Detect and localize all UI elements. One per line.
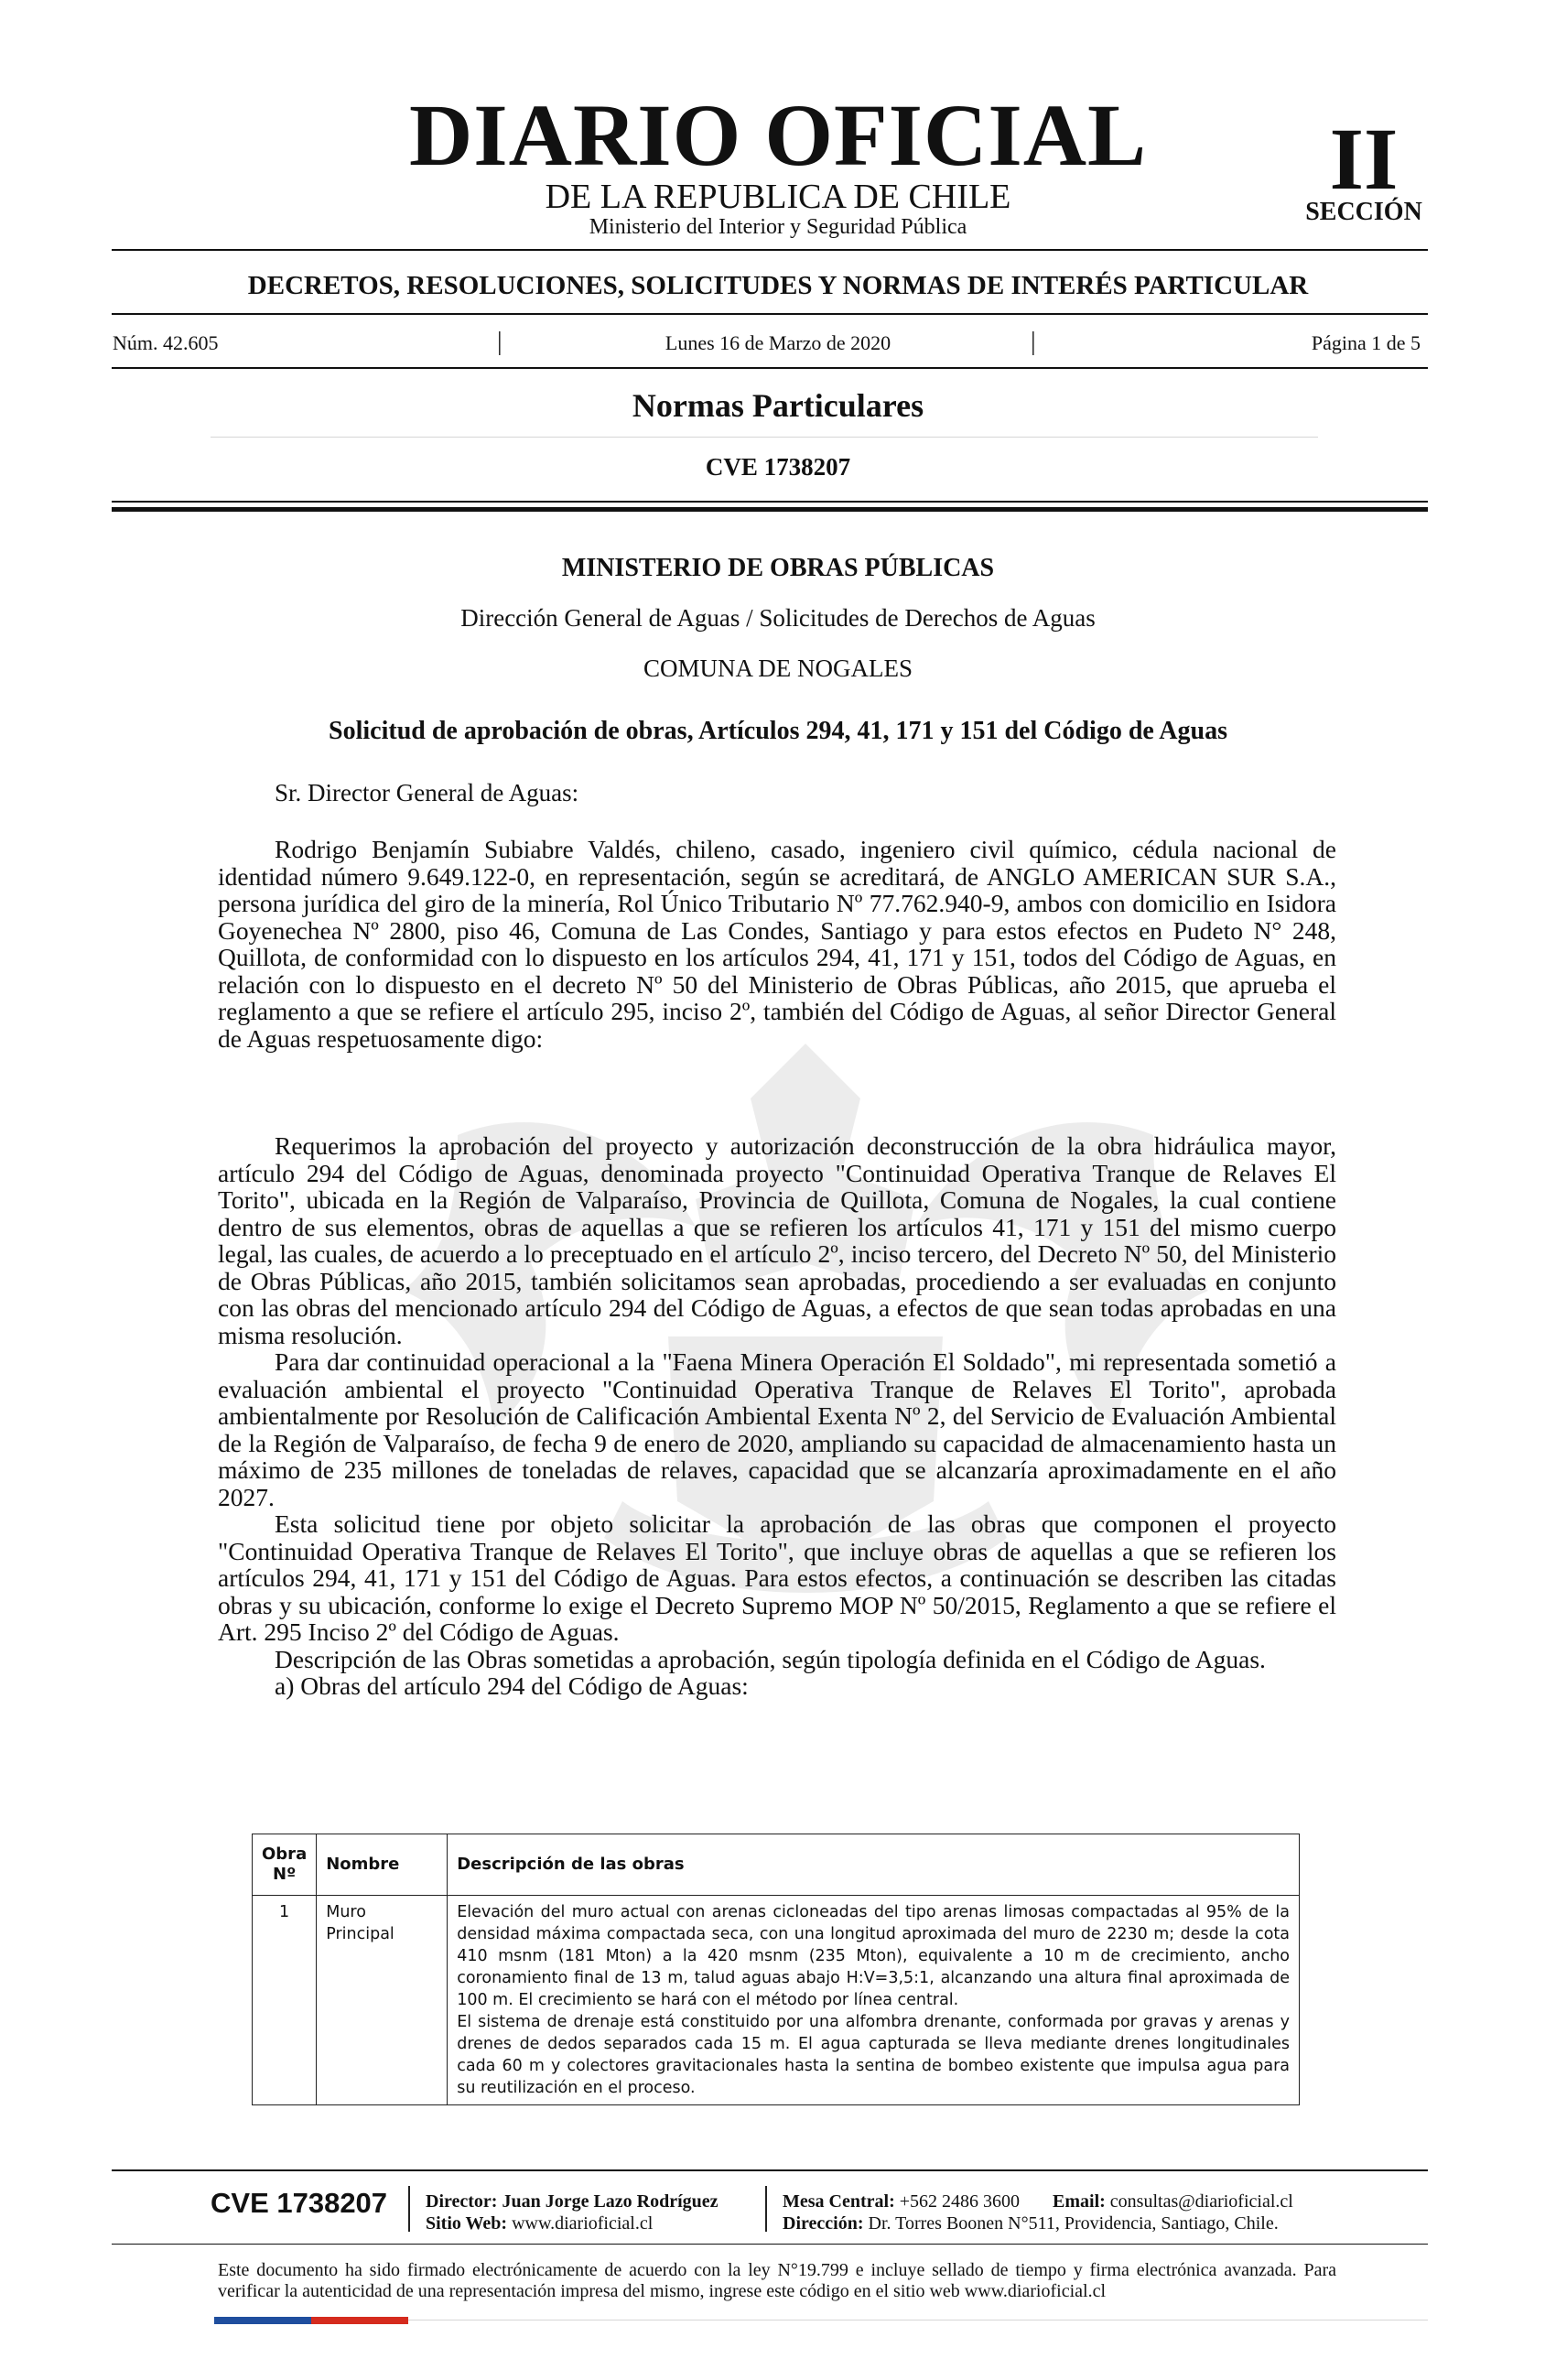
issue-number: Núm. 42.605 bbox=[113, 331, 219, 354]
phone-number: +562 2486 3600 bbox=[899, 2191, 1021, 2212]
footer-separator bbox=[408, 2186, 410, 2232]
issue-date: Lunes 16 de Marzo de 2020 bbox=[665, 331, 891, 354]
salutation: Sr. Director General de Aguas: bbox=[275, 779, 579, 806]
footer-divider bbox=[112, 2169, 1428, 2171]
footer-divider-secondary bbox=[112, 2244, 1428, 2245]
commune-line: COMUNA DE NOGALES bbox=[643, 654, 913, 682]
masthead-divider bbox=[112, 249, 1428, 251]
column-header-name: Nombre bbox=[317, 1834, 448, 1896]
column-header-number: Obra Nº bbox=[253, 1834, 317, 1896]
footer-address bbox=[783, 2212, 1279, 2234]
website-label: Sitio Web: bbox=[426, 2213, 508, 2234]
flag-blue-stripe bbox=[214, 2317, 311, 2324]
cve-code: CVE 1738207 bbox=[705, 453, 851, 481]
ministry-heading: MINISTERIO DE OBRAS PÚBLICAS bbox=[561, 554, 995, 582]
body-paragraph: Para dar continuidad operacional a la "Faena Minera Operación El Soldado", mi representada sometió a evaluación ambiental el proyecto "Continuidad Operativa Tranque de Relaves El Torito", aprobada ambientalmente por Resolución de Calificación Ambiental Exenta Nº 2, del Servicio de Evaluación Ambiental de la Región de Valparaíso, de fecha 9 de enero de 2020, ampliando su capacidad de almacenamiento hasta un máximo de 235 millones de toneladas de relaves, capacidad que se alcanzaría aproximadamente en el año 2027. bbox=[218, 1347, 1336, 1511]
body-paragraph: a) Obras del artículo 294 del Código de Aguas: bbox=[275, 1671, 749, 1700]
cell-description bbox=[448, 1896, 1300, 2105]
email-label: Email: bbox=[1053, 2191, 1106, 2212]
column-header-description: Descripción de las obras bbox=[448, 1834, 1300, 1896]
description-paragraph: Elevación del muro actual con arenas cicloneadas del tipo arenas limosas compactadas al 95% de la densidad máxima compactada seca, con una longitud aproximada del muro de 2230 m; desde la cota 410 msnm (181 Mton) a la 420 msnm (235 Mton), equivalente a 10 m de crecimiento, ancho coronamiento final de 13 m, talud aguas abajo H:V=3,5:1, alcanzando una altura final aproximada de 100 m. El crecimiento se hará con el método por línea central. bbox=[457, 1903, 1290, 2009]
table-header-row bbox=[253, 1834, 1300, 1896]
flag-color-bar bbox=[214, 2317, 408, 2324]
cell-name: Muro Principal bbox=[317, 1896, 448, 2105]
issue-separator: | bbox=[497, 328, 502, 356]
section-title: Normas Particulares bbox=[632, 387, 924, 424]
footer-cve-code: CVE 1738207 bbox=[211, 2187, 388, 2219]
website-link[interactable]: www.diarioficial.cl bbox=[512, 2213, 654, 2234]
issue-divider bbox=[112, 367, 1428, 369]
issue-page-number: Página 1 de 5 bbox=[1311, 331, 1421, 354]
body-paragraph: Requerimos la aprobación del proyecto y autorización deconstrucción de la obra hidráulica mayor, artículo 294 del Código de Aguas, denominada proyecto "Continuidad Operativa Tranque de Relaves El Torito", ubicada en la Región de Valparaíso, Provincia de Quillota, Comuna de Nogales, la cual contiene dentro de sus elementos, obras de aquellas a que se refieren los artículos 41, 171 y 151 del mismo cuerpo legal, las cuales, de acuerdo a lo preceptuado en el artículo 2º, inciso tercero, del Decreto Nº 50, del Ministerio de Obras Públicas, año 2015, también solicitamos sean aprobadas, procediendo a ser evaluadas en conjunto con las obras del mencionado artículo 294 del Código de Aguas, a efectos de que sean todas aprobadas en una misma resolución. bbox=[218, 1131, 1336, 1349]
cve-divider bbox=[112, 501, 1428, 503]
director-label: Director: bbox=[426, 2191, 498, 2212]
section-label: SECCIÓN bbox=[1305, 198, 1422, 226]
body-paragraph-block-1 bbox=[218, 836, 1336, 1052]
masthead-subtitle: DE LA REPUBLICA DE CHILE bbox=[545, 178, 1011, 216]
works-table bbox=[252, 1834, 1300, 2105]
footer-director bbox=[426, 2191, 719, 2212]
section-banner: DECRETOS, RESOLUCIONES, SOLICITUDES Y NORMAS DE INTERÉS PARTICULAR bbox=[247, 271, 1309, 300]
footer-separator bbox=[765, 2186, 767, 2232]
body-paragraph: Esta solicitud tiene por objeto solicitar la aprobación de las obras que componen el proyecto "Continuidad Operativa Tranque de Relaves El Torito", que incluye obras de aquellas a que se refieren los artículos 294, 41, 171 y 151 del Código de Aguas. Para estos efectos, a continuación se describen las citadas obras y su ubicación, conforme lo exige el Decreto Supremo MOP Nº 50/2015, Reglamento a que se refiere el Art. 295 Inciso 2º del Código de Aguas. bbox=[218, 1509, 1336, 1646]
footer-disclaimer: Este documento ha sido firmado electrónicamente de acuerdo con la ley N°19.799 e incluye sellado de tiempo y firma electrónica avanzada. Para verificar la autenticidad de una representación impresa del mismo, ingrese este código en el sitio web www.diarioficial.cl bbox=[218, 2260, 1336, 2301]
address-label: Dirección: bbox=[783, 2213, 864, 2234]
section-numeral: II bbox=[1329, 110, 1399, 208]
body-paragraph-block-2 bbox=[218, 1132, 1336, 1700]
address-value: Dr. Torres Boonen N°511, Providencia, Santiago, Chile. bbox=[868, 2213, 1279, 2234]
request-title: Solicitud de aprobación de obras, Artículos 294, 41, 171 y 151 del Código de Aguas bbox=[329, 717, 1227, 745]
section-title-underline bbox=[211, 437, 1318, 438]
table-row bbox=[253, 1896, 1300, 2105]
body-paragraph: Descripción de las Obras sometidas a aprobación, según tipología definida en el Código de Aguas. bbox=[275, 1644, 1266, 1673]
phone-label: Mesa Central: bbox=[783, 2191, 895, 2212]
masthead-ministry: Ministerio del Interior y Seguridad Pública bbox=[589, 215, 967, 239]
flag-red-stripe bbox=[311, 2317, 408, 2324]
director-name: Juan Jorge Lazo Rodríguez bbox=[502, 2191, 719, 2212]
issue-separator: | bbox=[1031, 328, 1036, 356]
directorate-line: Dirección General de Aguas / Solicitudes de Derechos de Aguas bbox=[460, 604, 1096, 632]
cell-number: 1 bbox=[253, 1896, 317, 2105]
footer-website bbox=[426, 2212, 653, 2234]
banner-divider bbox=[112, 313, 1428, 315]
masthead-title: DIARIO OFICIAL bbox=[408, 86, 1148, 184]
footer-contact bbox=[783, 2191, 1293, 2212]
cve-divider-thick bbox=[112, 507, 1428, 512]
email-link[interactable]: consultas@diarioficial.cl bbox=[1109, 2191, 1293, 2212]
description-paragraph: El sistema de drenaje está constituido por una alfombra drenante, conformada por gravas y arenas y drenes de dedos separados cada 15 m. El agua capturada se lleva mediante drenes longitudinales cada 60 m y colectores gravitacionales hasta la sentina de bombeo existente que impulsa agua para su reutilización en el proceso. bbox=[457, 2013, 1290, 2097]
body-paragraph: Rodrigo Benjamín Subiabre Valdés, chileno, casado, ingeniero civil químico, cédula nacional de identidad número 9.649.122-0, en representación, según se acreditará, de ANGLO AMERICAN SUR S.A., persona jurídica del giro de la minería, Rol Único Tributario Nº 77.762.940-9, ambos con domicilio en Isidora Goyenechea Nº 2800, piso 46, Comuna de Las Condes, Santiago y para estos efectos en Pudeto N° 248, Quillota, de conformidad con lo dispuesto en los artículos 294, 41, 171 y 151, todos del Código de Aguas, en relación con lo dispuesto en el decreto Nº 50 del Ministerio de Obras Públicas, año 2015, que aprueba el reglamento a que se refiere el artículo 295, inciso 2º, también del Código de Aguas, al señor Director General de Aguas respetuosamente digo: bbox=[218, 835, 1336, 1053]
